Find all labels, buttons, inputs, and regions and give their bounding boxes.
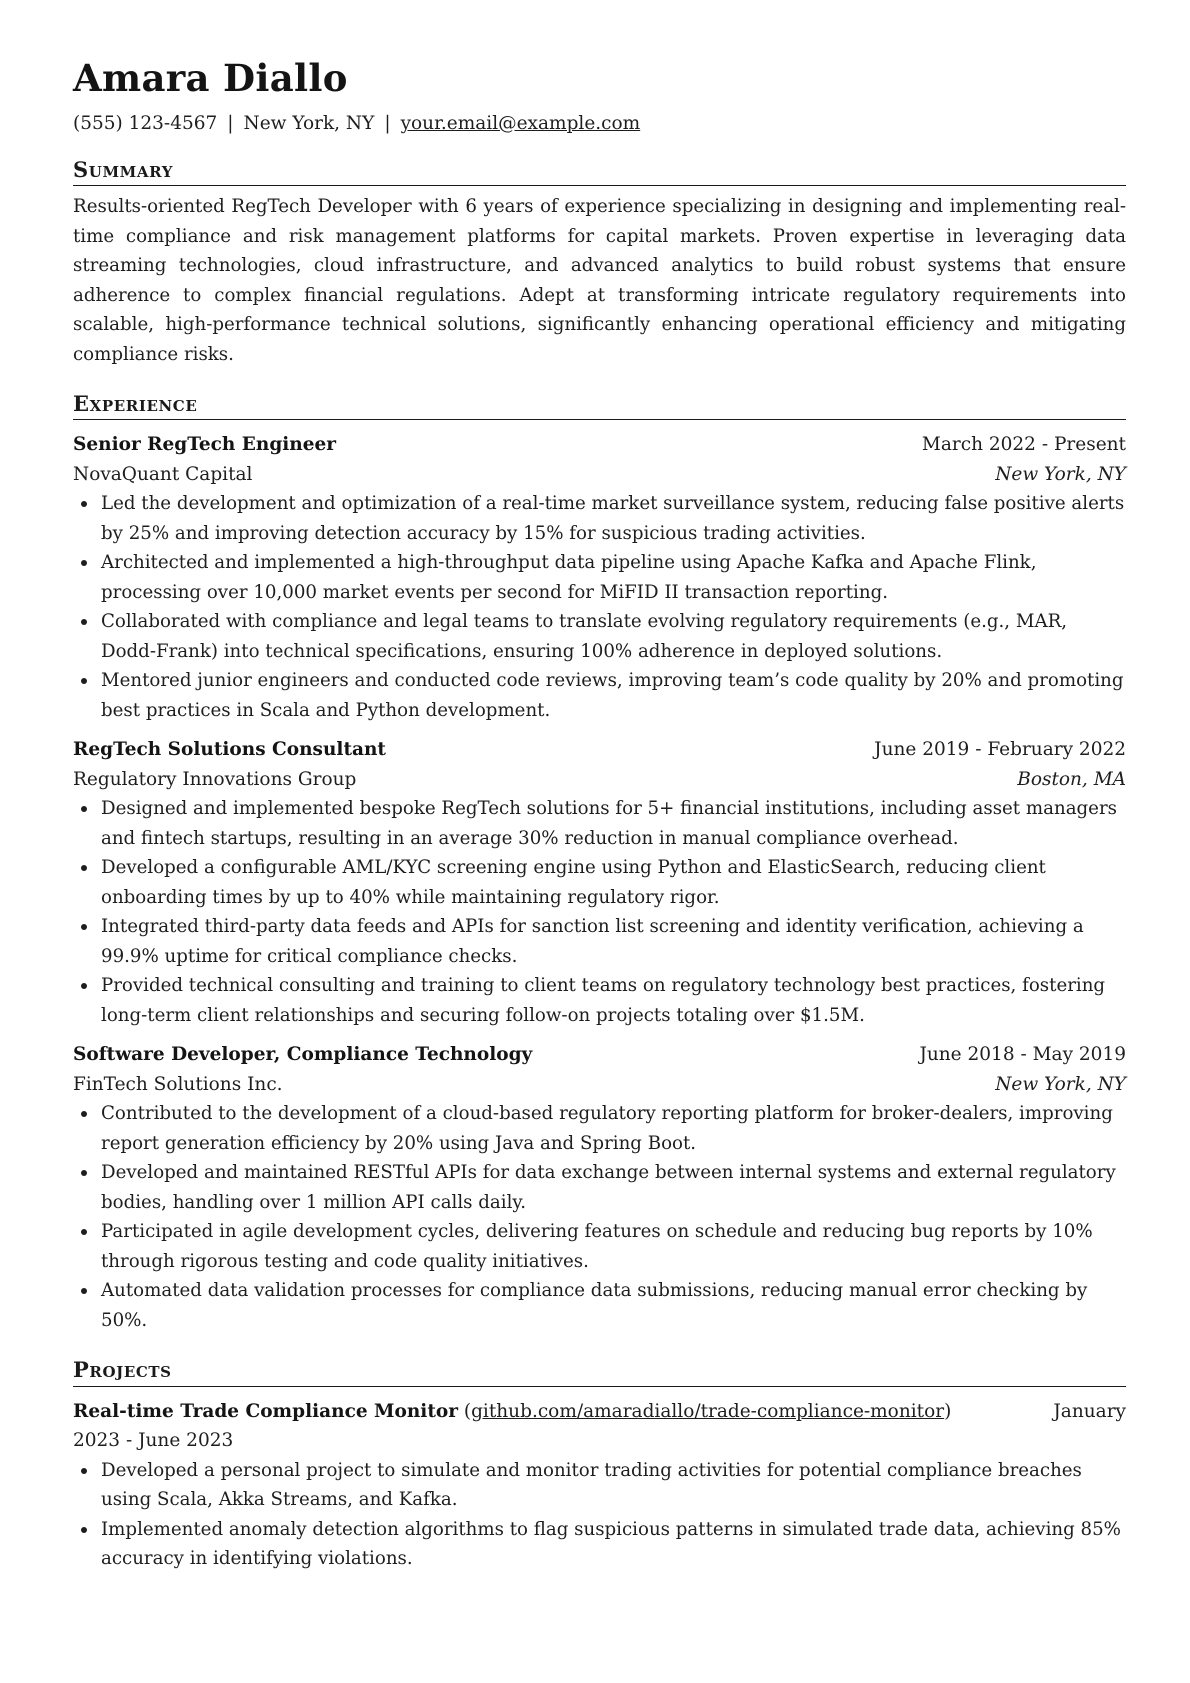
bullet-dot-icon xyxy=(81,983,87,989)
bullet-text: Developed a configurable AML/KYC screening engine using Python and ElasticSearch, reducing client onboarding times by up to 40% while maintaining regulatory rigor. xyxy=(101,857,1046,908)
bullet-dot-icon xyxy=(81,1527,87,1533)
candidate-name: Amara Diallo xyxy=(73,56,348,100)
job-bullets xyxy=(73,1099,1126,1335)
job-company: FinTech Solutions Inc. xyxy=(73,1073,283,1095)
job-dates: June 2018 - May 2019 xyxy=(919,1044,1126,1066)
bullet-item xyxy=(73,1099,1126,1158)
job-company: Regulatory Innovations Group xyxy=(73,768,357,790)
projects-section xyxy=(73,1357,1126,1573)
bullet-dot-icon xyxy=(81,501,87,507)
contact-line xyxy=(73,113,1126,135)
summary-section xyxy=(73,157,1126,369)
bullet-text: Designed and implemented bespoke RegTech solutions for 5+ financial institutions, including asset managers and fintech startups, resulting in an average 30% reduction in manual compliance overhead. xyxy=(101,798,1117,849)
project-title: Real-time Trade Compliance Monitor xyxy=(73,1400,458,1422)
bullet-dot-icon xyxy=(81,1111,87,1117)
bullet-item xyxy=(73,1217,1126,1276)
job-dates: June 2019 - February 2022 xyxy=(874,739,1126,761)
bullet-dot-icon xyxy=(81,678,87,684)
bullet-item xyxy=(73,607,1126,666)
job-entry xyxy=(73,1040,1126,1335)
contact-separator: | xyxy=(227,112,234,134)
project-entry xyxy=(73,1397,1126,1574)
bullet-dot-icon xyxy=(81,560,87,566)
job-title: Senior RegTech Engineer xyxy=(73,434,337,456)
bullet-item xyxy=(73,489,1126,548)
summary-text: Results-oriented RegTech Developer with 6 years of experience specializing in designing and implementing real-time compliance and risk management platforms for capital markets. Proven expertise in leveraging data streaming technologies, cloud infrastructure, and advanced analytics to build robust systems that ensure adherence to complex financial regulations. Adept at transforming intricate regulatory requirements into scalable, high-performance technical solutions, significantly enhancing operational efficiency and mitigating compliance risks. xyxy=(73,196,1126,365)
bullet-item xyxy=(73,912,1126,971)
bullet-text: Architected and implemented a high-throughput data pipeline using Apache Kafka and Apache Flink, processing over 10,000 market events per second for MiFID II transaction reporting. xyxy=(101,552,1037,603)
job-location: New York, NY xyxy=(995,463,1126,485)
bullet-text: Participated in agile development cycles, delivering features on schedule and reducing bug reports by 10% through rigorous testing and code quality initiatives. xyxy=(101,1221,1093,1272)
job-bullets xyxy=(73,794,1126,1030)
contact-location: New York, NY xyxy=(243,112,375,134)
bullet-item xyxy=(73,1515,1126,1574)
section-title-experience: Experience xyxy=(73,391,1126,420)
bullet-dot-icon xyxy=(81,865,87,871)
bullet-dot-icon xyxy=(81,1170,87,1176)
bullet-item xyxy=(73,548,1126,607)
bullet-text: Provided technical consulting and training to client teams on regulatory technology best practices, fostering long-term client relationships and securing follow-on projects totaling over $1.5M. xyxy=(101,975,1106,1026)
bullet-text: Led the development and optimization of a real-time market surveillance system, reducing false positive alerts by 25% and improving detection accuracy by 15% for suspicious trading activities. xyxy=(101,493,1125,544)
project-header: January Real-time Trade Compliance Monitor (github.com/amaradiallo/trade-compliance-monitor) 2023 - June 2023 xyxy=(73,1397,1126,1456)
bullet-item xyxy=(73,1276,1126,1335)
experience-section xyxy=(73,391,1126,1335)
contact-separator: | xyxy=(384,112,391,134)
job-company: NovaQuant Capital xyxy=(73,463,253,485)
bullet-dot-icon xyxy=(81,924,87,930)
job-entry xyxy=(73,735,1126,1030)
bullet-item xyxy=(73,1158,1126,1217)
project-dates-end: 2023 - June 2023 xyxy=(73,1430,234,1452)
bullet-text: Mentored junior engineers and conducted code reviews, improving team’s code quality by 20% and promoting best practices in Scala and Python development. xyxy=(101,670,1124,721)
job-location: New York, NY xyxy=(995,1073,1126,1095)
bullet-text: Automated data validation processes for compliance data submissions, reducing manual error checking by 50%. xyxy=(101,1280,1088,1331)
bullet-text: Developed and maintained RESTful APIs for data exchange between internal systems and external regulatory bodies, handling over 1 million API calls daily. xyxy=(101,1162,1116,1213)
project-dates-start: January xyxy=(1053,1400,1126,1422)
bullet-item xyxy=(73,794,1126,853)
section-title-summary: Summary xyxy=(73,157,1126,186)
job-title: RegTech Solutions Consultant xyxy=(73,739,386,761)
bullet-dot-icon xyxy=(81,1468,87,1474)
bullet-item xyxy=(73,971,1126,1030)
project-bullets xyxy=(73,1456,1126,1574)
bullet-text: Collaborated with compliance and legal teams to translate evolving regulatory requirements (e.g., MAR, Dodd-Frank) into technical specifications, ensuring 100% adherence in deployed solutions. xyxy=(101,611,1068,662)
bullet-dot-icon xyxy=(81,619,87,625)
bullet-dot-icon xyxy=(81,806,87,812)
section-title-projects: Projects xyxy=(73,1357,1126,1386)
job-entry xyxy=(73,430,1126,725)
bullet-item xyxy=(73,1456,1126,1515)
job-bullets xyxy=(73,489,1126,725)
bullet-dot-icon xyxy=(81,1229,87,1235)
contact-email-link[interactable]: your.email@example.com xyxy=(400,112,641,134)
bullet-text: Contributed to the development of a cloud-based regulatory reporting platform for broker-dealers, improving report generation efficiency by 20% using Java and Spring Boot. xyxy=(101,1103,1113,1154)
job-title: Software Developer, Compliance Technology xyxy=(73,1044,533,1066)
bullet-text: Implemented anomaly detection algorithms to flag suspicious patterns in simulated trade data, achieving 85% accuracy in identifying violations. xyxy=(101,1518,1121,1570)
contact-phone: (555) 123-4567 xyxy=(73,112,218,134)
job-location: Boston, MA xyxy=(1017,768,1126,790)
job-dates: March 2022 - Present xyxy=(921,434,1126,456)
bullet-text: Integrated third-party data feeds and APIs for sanction list screening and identity verification, achieving a 99.9% uptime for critical compliance checks. xyxy=(101,916,1084,967)
bullet-item xyxy=(73,666,1126,725)
bullet-text: Developed a personal project to simulate and monitor trading activities for potential compliance breaches using Scala, Akka Streams, and Kafka. xyxy=(101,1459,1082,1511)
project-link[interactable]: github.com/amaradiallo/trade-compliance-monitor xyxy=(471,1400,945,1422)
bullet-item xyxy=(73,853,1126,912)
bullet-dot-icon xyxy=(81,1288,87,1294)
